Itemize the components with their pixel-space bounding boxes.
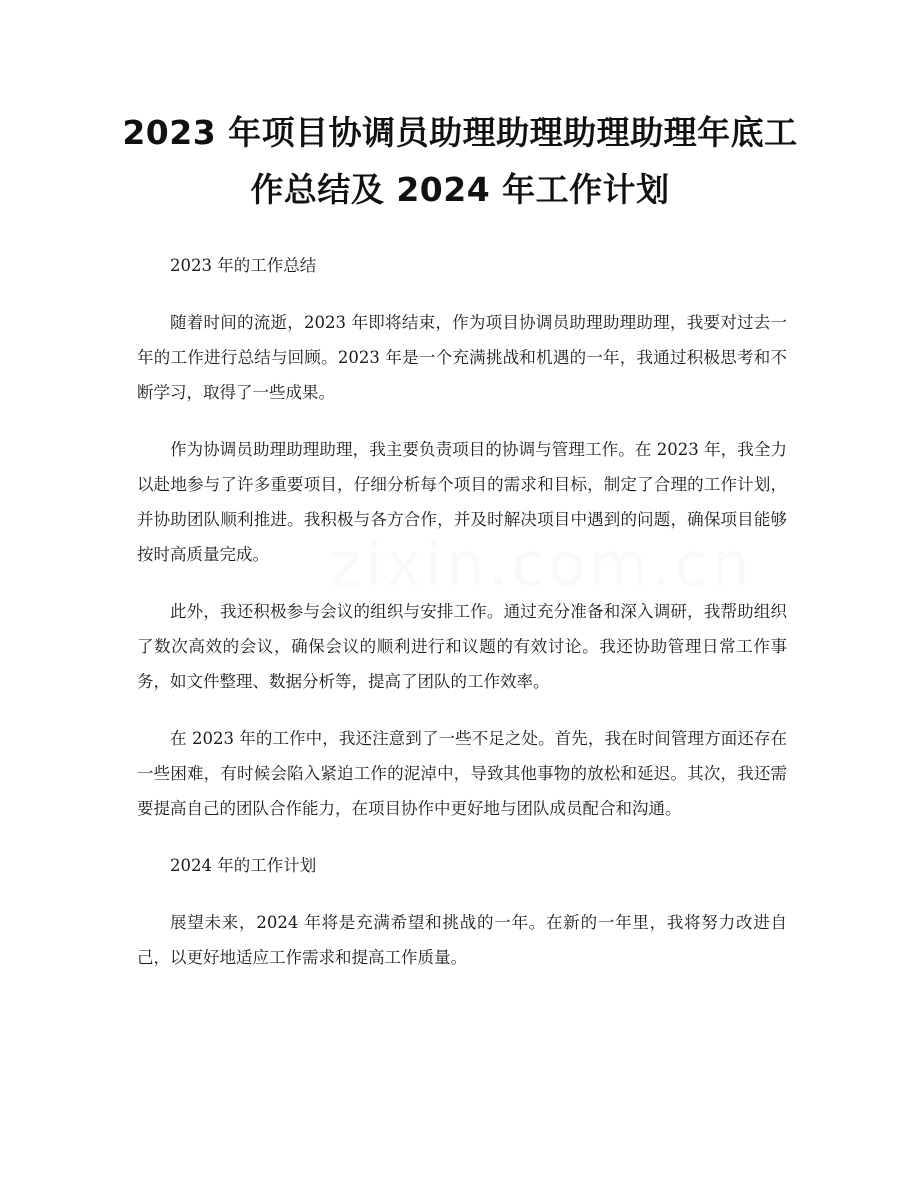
paragraph-duties: 作为协调员助理助理助理，我主要负责项目的协调与管理工作。在 2023 年，我全力以赴地参与了许多重要项目，仔细分析每个项目的需求和目标，制定了合理的工作计划，并协助团队顺利推进。我积极与各方合作，并及时解决项目中遇到的问题，确保项目能够按时高质量完成。 xyxy=(137,440,787,564)
document-title: 2023 年项目协调员助理助理助理助理年底工作总结及 2024 年工作计划 xyxy=(122,113,798,209)
document-body xyxy=(137,248,787,997)
section-heading-summary: 2023 年的工作总结 xyxy=(170,256,317,275)
paragraph-shortcomings: 在 2023 年的工作中，我还注意到了一些不足之处。首先，我在时间管理方面还存在一些困难，有时候会陷入紧迫工作的泥淖中，导致其他事物的放松和延迟。其次，我还需要提高自己的团队合作能力，在项目协作中更好地与团队成员配合和沟通。 xyxy=(137,729,787,818)
paragraph-outlook: 展望未来，2024 年将是充满希望和挑战的一年。在新的一年里，我将努力改进自己，以更好地适应工作需求和提高工作质量。 xyxy=(137,913,787,967)
watermark: zixin.com.cn xyxy=(330,530,754,600)
paragraph-intro: 随着时间的流逝，2023 年即将结束，作为项目协调员助理助理助理，我要对过去一年的工作进行总结与回顾。2023 年是一个充满挑战和机遇的一年，我通过积极思考和不断学习，取得了一些成果。 xyxy=(137,313,787,402)
paragraph-meetings: 此外，我还积极参与会议的组织与安排工作。通过充分准备和深入调研，我帮助组织了数次高效的会议，确保会议的顺利进行和议题的有效讨论。我还协助管理日常工作事务，如文件整理、数据分析等，提高了团队的工作效率。 xyxy=(137,602,787,691)
section-heading-plan: 2024 年的工作计划 xyxy=(170,856,317,875)
